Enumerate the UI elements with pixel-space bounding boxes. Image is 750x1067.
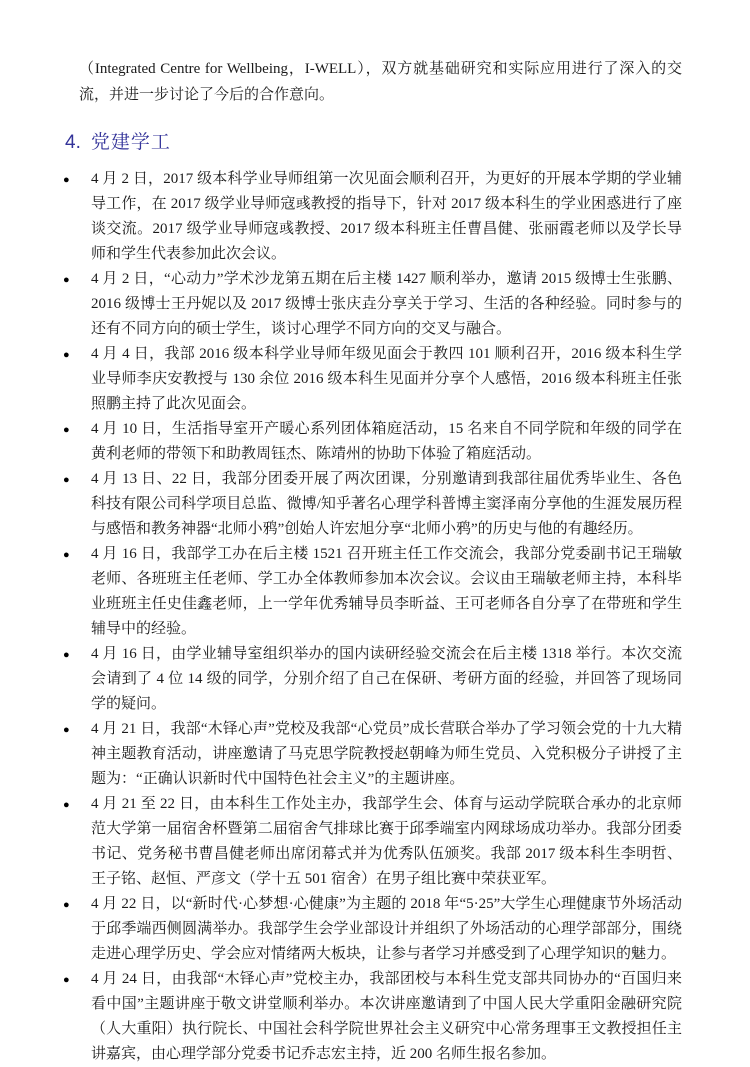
bullet-icon: ●: [63, 174, 70, 186]
bullet-icon: ●: [63, 799, 70, 811]
bullet-icon: ●: [63, 349, 70, 361]
list-item: [63, 717, 682, 792]
bullet-icon: ●: [63, 649, 70, 661]
bullet-icon: ●: [63, 274, 70, 286]
intro-paragraph: （Integrated Centre for Wellbeing，I-WELL），双方就基础研究和实际应用进行了深入的交流，并进一步讨论了今后的合作意向。: [79, 61, 682, 103]
item-text: 4 月 16 日，由学业辅导室组织举办的国内读研经验交流会在后主楼 1318 举行。本次交流会请到了 4 位 14 级的同学，分别介绍了自己在保研、考研方面的经验，并回答了现场同学的疑问。: [91, 646, 682, 712]
section-number: 4.: [65, 132, 81, 153]
list-item: [63, 467, 682, 542]
item-text: 4 月 13 日、22 日，我部分团委开展了两次团课，分别邀请到我部往届优秀毕业生、各色科技有限公司科学项目总监、微博/知乎著名心理学科普博主窦泽南分享他的生涯发展历程与感悟和教务神器“北师小鸦”创始人许宏旭分享“北师小鸦”的历史与他的有趣经历。: [91, 471, 682, 537]
list-item: [63, 167, 682, 267]
list-item: [63, 642, 682, 717]
item-text: 4 月 24 日，由我部“木铎心声”党校主办，我部团校与本科生党支部共同协办的“百国归来看中国”主题讲座于敬文讲堂顺利举办。本次讲座邀请到了中国人民大学重阳金融研究院（人大重阳）执行院长、中国社会科学院世界社会主义研究中心常务理事王文教授担任主讲嘉宾，由心理学部分党委书记乔志宏主持，近 200 名师生报名参加。: [91, 971, 682, 1062]
bullet-icon: ●: [63, 549, 70, 561]
item-text: 4 月 21 至 22 日，由本科生工作处主办，我部学生会、体育与运动学院联合承办的北京师范大学第一届宿舍杯暨第二届宿舍气排球比赛于邱季端室内网球场成功举办。我部分团委书记、党务秘书曹昌健老师出席闭幕式并为优秀队伍颁奖。我部 2017 级本科生李明哲、王子铭、赵恒、严彦文（学十五 501 宿舍）在男子组比赛中荣获亚军。: [91, 796, 682, 887]
item-text: 4 月 16 日，我部学工办在后主楼 1521 召开班主任工作交流会，我部分党委副书记王瑞敏老师、各班班主任老师、学工办全体教师参加本次会议。会议由王瑞敏老师主持，本科毕业班班主任史佳鑫老师，上一学年优秀辅导员李昕益、王可老师各自分享了在带班和学生辅导中的经验。: [91, 546, 682, 637]
list-item: [63, 892, 682, 967]
list-item: [63, 542, 682, 642]
section-heading: [65, 127, 682, 154]
bullet-icon: ●: [63, 474, 70, 486]
bullet-icon: ●: [63, 974, 70, 986]
bullet-icon: ●: [63, 424, 70, 436]
list-item: [63, 792, 682, 892]
event-list: [63, 167, 682, 1067]
bullet-icon: ●: [63, 724, 70, 736]
item-text: 4 月 2 日，2017 级本科学业导师组第一次见面会顺利召开，为更好的开展本学期的学业辅导工作，在 2017 级学业导师寇彧教授的指导下，针对 2017 级本科生的学业困惑进行了座谈交流。2017 级学业导师寇彧教授、2017 级本科班主任曹昌健、张丽霞老师以及学长导师和学生代表参加此次会议。: [91, 171, 682, 262]
item-text: 4 月 21 日，我部“木铎心声”党校及我部“心党员”成长营联合举办了学习领会党的十九大精神主题教育活动，讲座邀请了马克思学院教授赵朝峰为师生党员、入党积极分子讲授了主题为：“正确认识新时代中国特色社会主义”的主题讲座。: [91, 721, 682, 787]
section-title: 党建学工: [90, 132, 171, 153]
list-item: [63, 417, 682, 467]
list-item: [63, 267, 682, 342]
list-item: [63, 967, 682, 1067]
item-text: 4 月 4 日，我部 2016 级本科学业导师年级见面会于教四 101 顺利召开，2016 级本科生学业导师李庆安教授与 130 余位 2016 级本科生见面并分享个人感悟，2016 级本科班主任张照鹏主持了此次见面会。: [91, 346, 682, 412]
item-text: 4 月 22 日，以“新时代·心梦想·心健康”为主题的 2018 年“5·25”大学生心理健康节外场活动于邱季端西侧圆满举办。我部学生会学业部设计并组织了外场活动的心理学部部分，围绕走进心理学历史、学会应对情绪两大板块，让参与者学习并感受到了心理学知识的魅力。: [91, 896, 682, 962]
item-text: 4 月 2 日，“心动力”学术沙龙第五期在后主楼 1427 顺利举办，邀请 2015 级博士生张鹏、2016 级博士王丹妮以及 2017 级博士张庆垚分享关于学习、生活的各种经验。同时参与的还有不同方向的硕士学生，谈讨心理学不同方向的交叉与融合。: [91, 271, 682, 337]
bullet-icon: ●: [63, 899, 70, 911]
list-item: [63, 342, 682, 417]
item-text: 4 月 10 日，生活指导室开产暖心系列团体箱庭活动，15 名来自不同学院和年级的同学在黄利老师的带领下和助教周钰杰、陈靖州的协助下体验了箱庭活动。: [91, 421, 682, 462]
